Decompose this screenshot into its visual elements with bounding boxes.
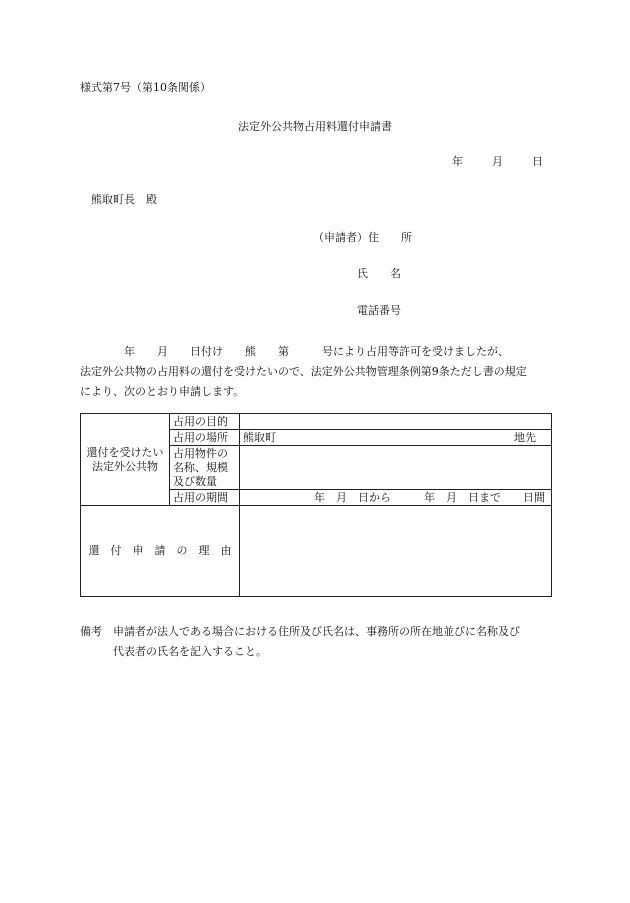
- date-line: [452, 156, 543, 167]
- object-field[interactable]: [240, 446, 552, 490]
- addressee: 熊取町長 殿: [91, 193, 157, 206]
- applicant-address-label: （申請者）住 所: [313, 231, 412, 244]
- remarks-line: 備考 申請者が法人である場合における住所及び氏名は、事務所の所在地並びに名称及び: [80, 625, 520, 638]
- body-line: 法定外公共物の占用料の還付を受けたいので、法定外公共物管理条例第9条ただし書の規定: [80, 365, 527, 378]
- applicant-name-label: 氏 名: [357, 267, 401, 280]
- period-field[interactable]: 年 月 日から 年 月 日まで 日間: [240, 490, 552, 506]
- place-field[interactable]: [240, 430, 552, 446]
- place-label: 占用の場所: [170, 430, 240, 446]
- object-label-line: 及び数量: [173, 474, 217, 488]
- place-suffix: 地先: [514, 430, 536, 444]
- body-line: により、次のとおり申請します。: [80, 385, 245, 398]
- body-text: [80, 342, 550, 402]
- date-year: 年: [452, 155, 463, 168]
- reason-field[interactable]: [240, 506, 552, 597]
- object-label-line: 占用物件の: [173, 446, 228, 460]
- remarks: [80, 622, 560, 662]
- reason-label: 還 付 申 請 の 理 由: [81, 506, 240, 597]
- remarks-line: 代表者の氏名を記入すること。: [80, 645, 267, 658]
- group-label: [81, 414, 170, 506]
- group-label-line: 法定外公共物: [92, 459, 158, 473]
- application-table: [80, 413, 552, 597]
- date-day: 日: [532, 155, 543, 168]
- body-line: 年 月 日付け 熊 第 号により占用等許可を受けましたが、: [80, 345, 509, 358]
- applicant-phone-label: 電話番号: [357, 304, 401, 317]
- group-label-line: 還付を受けたい: [86, 445, 164, 459]
- purpose-label: 占用の目的: [170, 414, 240, 430]
- date-month: 月: [492, 155, 503, 168]
- object-label: [170, 446, 240, 490]
- document-title: 法定外公共物占用料還付申請書: [238, 120, 392, 133]
- form-number: 様式第7号（第10条関係）: [80, 81, 211, 94]
- place-value: 熊取町: [243, 430, 276, 444]
- period-label: 占用の期間: [170, 490, 240, 506]
- object-label-line: 名称、規模: [173, 460, 228, 474]
- purpose-field[interactable]: [240, 414, 552, 430]
